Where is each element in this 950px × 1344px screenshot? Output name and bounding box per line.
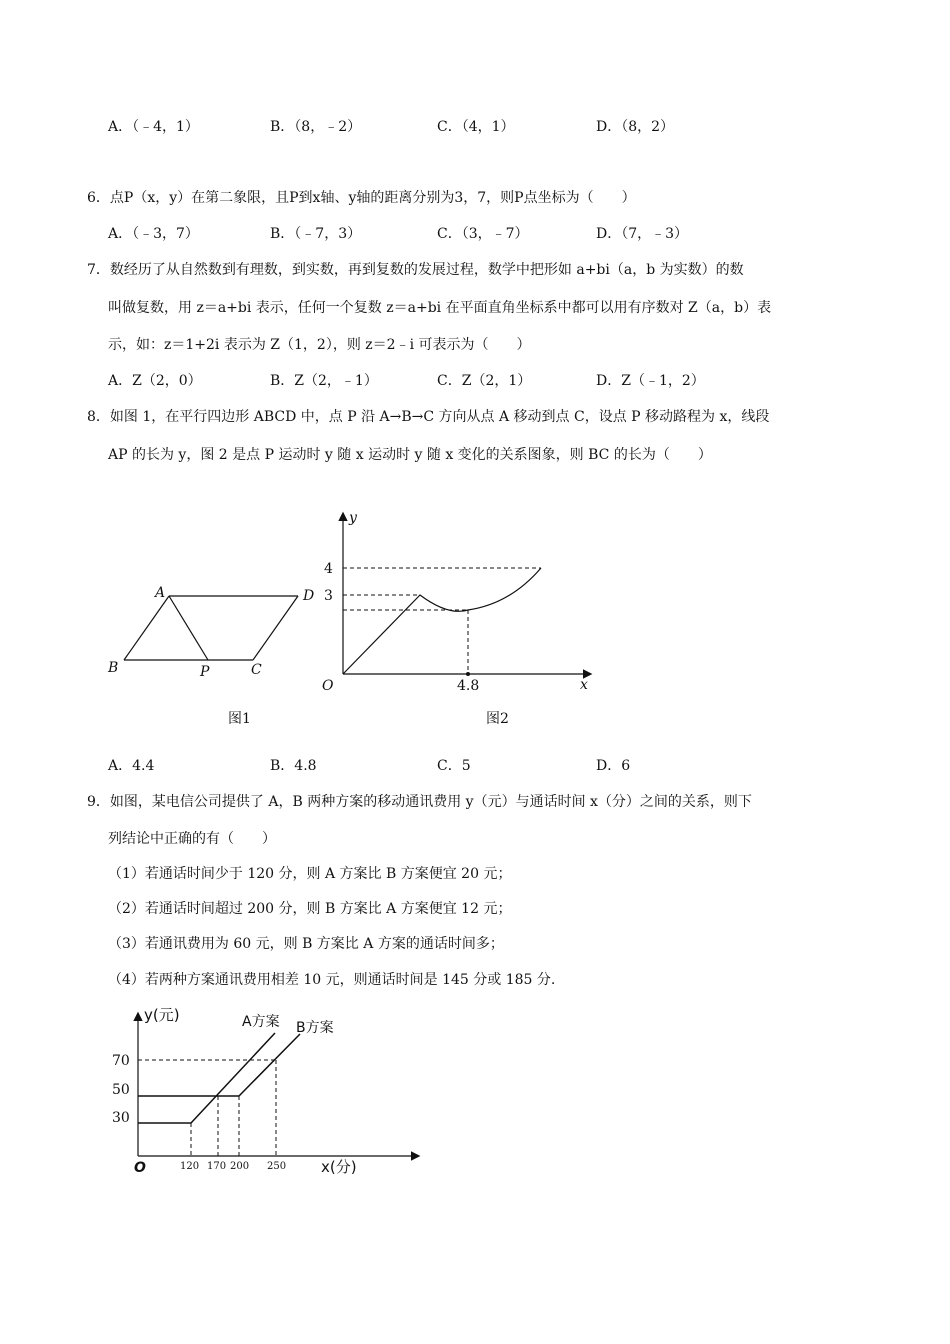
side-ab bbox=[124, 596, 169, 660]
q7-option-b: B．Z（2，﹣1） bbox=[270, 373, 378, 389]
tick-dot bbox=[466, 672, 470, 676]
tick-y4: 4 bbox=[324, 561, 333, 577]
q8-option-a: A．4.4 bbox=[108, 758, 155, 774]
q8-option-c: C．5 bbox=[437, 758, 471, 774]
q9-ytick-30: 30 bbox=[112, 1110, 130, 1126]
q9-item-2: （2）若通话时间超过 200 分，则 B 方案比 A 方案便宜 12 元； bbox=[108, 901, 512, 917]
q9-xtick-250: 250 bbox=[267, 1161, 287, 1172]
q9-stem-line-2: 列结论中正确的有（ ） bbox=[108, 831, 276, 847]
q6-option-c: C．（3，﹣7） bbox=[437, 226, 529, 242]
label-d: D bbox=[303, 588, 315, 604]
figure-1-caption: 图1 bbox=[228, 711, 251, 727]
curve-ap bbox=[343, 568, 541, 674]
label-p: P bbox=[200, 664, 210, 680]
q7-option-c: C．Z（2，1） bbox=[437, 373, 532, 389]
label-b: B bbox=[108, 660, 119, 676]
q6-option-b: B．（﹣7，3） bbox=[270, 226, 362, 242]
q8-stem-line-2: AP 的长为 y，图 2 是点 P 运动时 y 随 x 运动时 y 随 x 变化的关系图象，则 BC 的长为（ ） bbox=[108, 447, 712, 463]
q7-option-a: A．Z（2，0） bbox=[108, 373, 202, 389]
q5-option-b: B．（8，﹣2） bbox=[270, 119, 362, 135]
label-c: C bbox=[251, 662, 262, 678]
q9-stem-line-1: 9．如图，某电信公司提供了 A，B 两种方案的移动通讯费用 y（元）与通话时间 x（分）之间的关系，则下 bbox=[87, 794, 752, 810]
q9-xtick-170: 170 bbox=[207, 1161, 227, 1172]
q9-xtick-120: 120 bbox=[180, 1161, 200, 1172]
q9-origin: O bbox=[134, 1160, 146, 1176]
q9-item-4: （4）若两种方案通讯费用相差 10 元，则通话时间是 145 分或 185 分. bbox=[108, 972, 556, 988]
q9-x-label: x(分) bbox=[321, 1158, 357, 1176]
axis-y-label: y bbox=[349, 510, 357, 526]
q8-option-b: B．4.8 bbox=[270, 758, 317, 774]
q8-stem-line-1: 8．如图 1，在平行四边形 ABCD 中，点 P 沿 A→B→C 方向从点 A 移动到点 C，设点 P 移动路程为 x，线段 bbox=[87, 409, 770, 425]
q6-option-a: A．（﹣3，7） bbox=[108, 226, 199, 242]
q9-series-b-label: B方案 bbox=[296, 1020, 334, 1036]
q6-option-d: D．（7，﹣3） bbox=[596, 226, 689, 242]
tick-y3: 3 bbox=[324, 588, 333, 604]
q6-stem: 6．点P（x，y）在第二象限，且P到x轴、y轴的距离分别为3，7，则P点坐标为（ ） bbox=[87, 190, 636, 206]
q5-option-d: D．（8，2） bbox=[596, 119, 675, 135]
q9-series-a-label: A方案 bbox=[242, 1014, 280, 1030]
figure-2-caption: 图2 bbox=[486, 711, 509, 727]
axis-x-label: x bbox=[580, 677, 588, 693]
q9-xtick-200: 200 bbox=[230, 1161, 250, 1172]
q9-graph bbox=[100, 1000, 400, 1190]
q9-ytick-50: 50 bbox=[112, 1082, 130, 1098]
q7-stem-line-3: 示，如：z＝1+2i 表示为 Z（1，2），则 z＝2﹣i 可表示为（ ） bbox=[108, 337, 531, 353]
side-dc bbox=[253, 596, 298, 660]
q8-figure-2 bbox=[300, 500, 610, 735]
q9-item-1: （1）若通话时间少于 120 分，则 A 方案比 B 方案便宜 20 元； bbox=[108, 866, 512, 882]
q7-stem-line-1: 7．数经历了从自然数到有理数，到实数，再到复数的发展过程，数学中把形如 a+bi（a，b 为实数）的数 bbox=[87, 262, 744, 278]
label-a: A bbox=[155, 585, 166, 601]
q8-figure-1 bbox=[100, 575, 330, 735]
q9-ytick-70: 70 bbox=[112, 1053, 130, 1069]
origin-label: O bbox=[322, 678, 334, 694]
segment-ap bbox=[169, 596, 208, 660]
q5-option-a: A．（﹣4，1） bbox=[108, 119, 199, 135]
q7-option-d: D．Z（﹣1，2） bbox=[596, 373, 705, 389]
q9-y-label: y(元) bbox=[144, 1006, 180, 1024]
tick-x48: 4.8 bbox=[457, 678, 480, 694]
line-plan-b bbox=[138, 1034, 300, 1096]
q5-option-c: C．（4，1） bbox=[437, 119, 515, 135]
q8-option-d: D．6 bbox=[596, 758, 631, 774]
q9-item-3: （3）若通讯费用为 60 元，则 B 方案比 A 方案的通话时间多； bbox=[108, 936, 504, 952]
q7-stem-line-2: 叫做复数，用 z＝a+bi 表示，任何一个复数 z＝a+bi 在平面直角坐标系中都可以用有序数对 Z（a，b）表 bbox=[108, 300, 772, 316]
line-plan-a bbox=[138, 1033, 275, 1123]
